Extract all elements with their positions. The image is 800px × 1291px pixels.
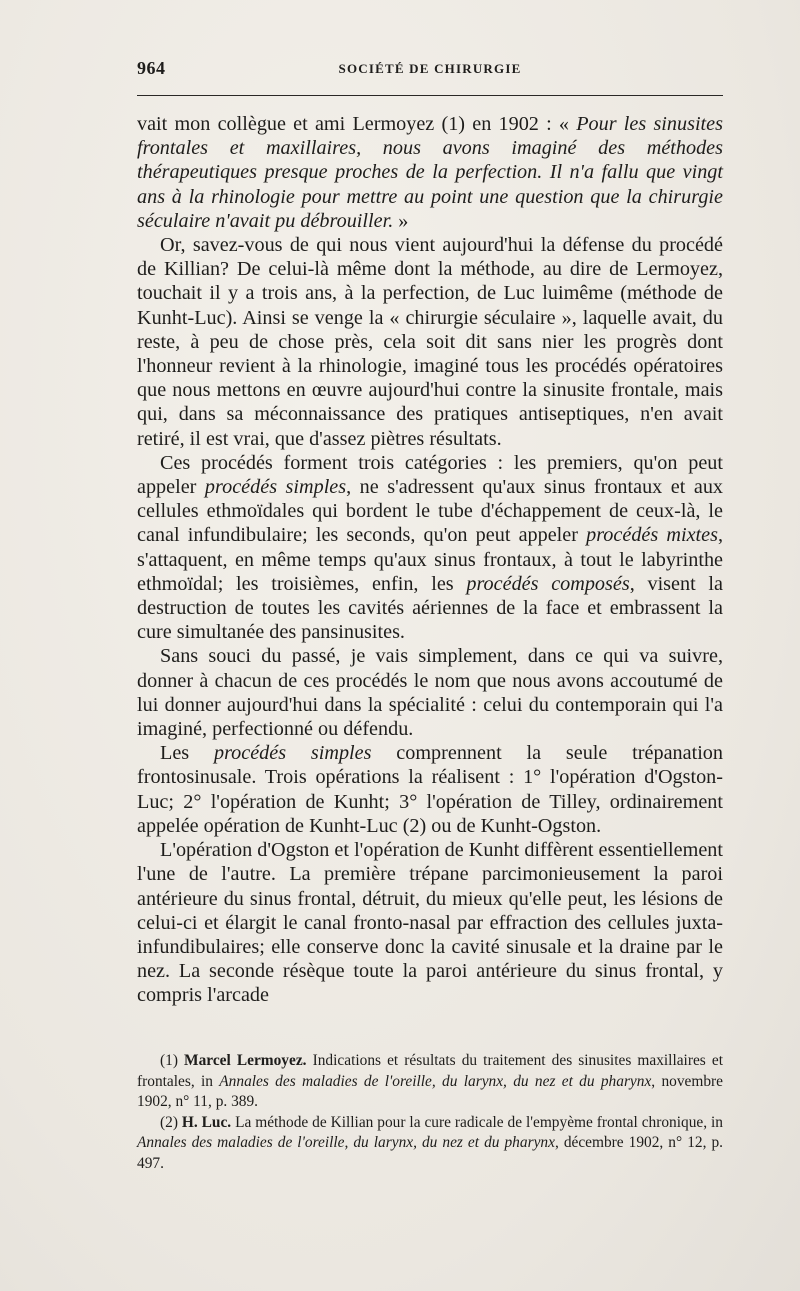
running-title: SOCIÉTÉ DE CHIRURGIE: [338, 61, 522, 76]
paragraph-3: Ces procédés forment trois catégories : les premiers, qu'on peut appeler procédés simples, ne s'adressent qu'aux sinus frontaux et aux cellules ethmoïdales qui bordent le tube d'échappement de ceux-là, le canal infundibulaire; les seconds, qu'on peut appeler procédés mixtes, s'attaquent, en même temps qu'aux sinus frontaux, à tout le labyrinthe ethmoïdal; les troisièmes, enfin, les procédés composés, visent la destruction de toutes les cavités aériennes de la face et embrassent la cure simultanée des pansinusites.: [137, 451, 724, 644]
paragraph-5: Les procédés simples comprennent la seule trépanation frontosinusale. Trois opérations la réalisent : 1° l'opération d'Ogston-Luc; 2° l'opération de Kunht; 3° l'opération de Tilley, ordinairement appelée opération de Kunht-Luc (2) ou de Kunht-Ogston.: [137, 742, 723, 837]
footnote-2: (2) H. Luc. La méthode de Killian pour la cure radicale de l'empyème frontal chronique, in Annales des maladies de l'oreille, du larynx, du nez et du pharynx, décembre 1902, n° 12, p. 497.: [137, 1113, 723, 1172]
paragraph-2: Or, savez-vous de qui nous vient aujourd'hui la défense du procédé de Killian? De celui-là même dont la méthode, au dire de Lermoyez, touchait il y a trois ans, à la perfection, de Luc luimême (méthode de Kunht-Luc). Ainsi se venge la « chirurgie séculaire », laquelle avait, du reste, à peu de chose près, cela soit dit sans nier les progrès dont l'honneur revient à la rhinologie, imaginé tous les procédés opératoires que nous mettons en œuvre aujourd'hui contre la sinusite frontale, mais qui, dans sa méconnaissance des pratiques antiseptiques, n'en avait retiré, il est vrai, que d'assez piètres résultats.: [137, 234, 723, 450]
header-rule: [137, 95, 723, 96]
paragraph-1: vait mon collègue et ami Lermoyez (1) en 1902 : « Pour les sinusites frontales et maxillaires, nous avons imaginé des méthodes thérapeutiques presque proches de la perfection. Il n'a fallu que vingt ans à la rhinologie pour mettre au point une question que la chirurgie séculaire n'avait pu débrouiller. »: [137, 113, 723, 232]
footnote-1: (1) Marcel Lermoyez. Indications et résultats du traitement des sinusites maxillaires et frontales, in Annales des maladies de l'oreille, du larynx, du nez et du pharynx, novembre 1902, n° 11, p. 389.: [137, 1052, 723, 1111]
footnotes: [137, 1051, 723, 1175]
paragraph-4: Sans souci du passé, je vais simplement, dans ce qui va suivre, donner à chacun de ces procédés le nom que nous avons accoutumé de lui donner aujourd'hui dans la spécialité : celui du contemporain qui l'a imaginé, perfectionné ou défendu.: [137, 645, 723, 741]
page-number: 964: [137, 58, 166, 78]
paragraph-6: L'opération d'Ogston et l'opération de Kunht diffèrent essentiellement l'une de l'autre. La première trépane parcimonieusement la paroi antérieure du sinus frontal, détruit, du mieux qu'elle peut, les lésions de celui-ci et élargit le canal fronto-nasal par effraction des cellules juxta-infundibulaires; elle conserve donc la cavité sinusale et la draine par le nez. La seconde résèque toute la paroi antérieure du sinus frontal, y compris l'arcade: [137, 839, 723, 1007]
body-text: [137, 112, 723, 1008]
quotation: Pour les sinusites frontales et maxillaires, nous avons imaginé des méthodes thérapeutiques presque proches de la perfection. Il n'a fallu que vingt ans à la rhinologie pour mettre au point une question que la chirurgie séculaire n'avait pu débrouiller.: [137, 113, 723, 232]
page-header: [137, 58, 723, 82]
